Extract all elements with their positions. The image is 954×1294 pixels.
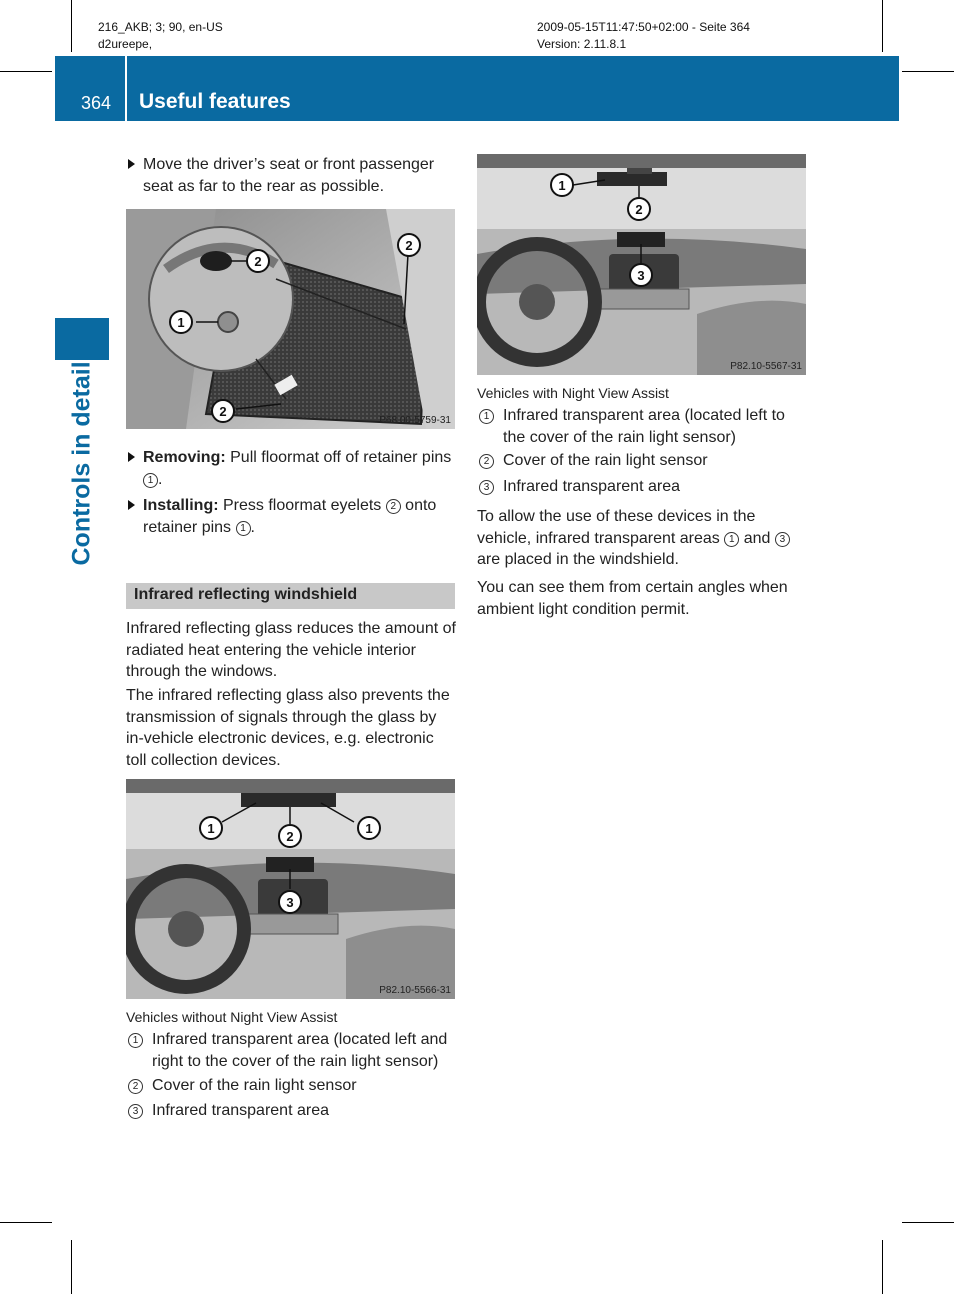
allow-devices-text: To allow the use of these devices in the vehicle, infrared transparent areas (477, 508, 756, 547)
ref-circle: 3 (775, 532, 790, 547)
page-number: 364 (81, 93, 112, 113)
allow-devices-end: are placed in the windshield. (477, 551, 679, 568)
paragraph-ir-signals: The infrared reflecting glass also prevents the transmission of signals through the glass by in-vehicle electronic devices, e.g. electronic toll collection devices. (126, 687, 450, 769)
list-number: 3 (128, 1104, 143, 1119)
figure-code: P82.10-5566-31 (379, 985, 451, 996)
callout-1: 1 (177, 315, 185, 330)
crop-mark (902, 1222, 954, 1223)
header-divider (125, 56, 127, 121)
list-item: Infrared transparent area (152, 1102, 329, 1119)
list-item: Infrared transparent area (located left and right to the cover of the rain light sensor) (152, 1031, 448, 1070)
figure-code: P68.00-5759-31 (379, 415, 451, 426)
print-meta-left-line1: 216_AKB; 3; 90, en-US (98, 20, 223, 34)
print-meta-left (98, 19, 223, 53)
ref-circle: 2 (386, 499, 401, 514)
callout-3: 3 (637, 268, 645, 283)
floormat-photo (126, 209, 455, 429)
crop-mark (902, 71, 954, 72)
crop-mark (71, 0, 72, 52)
crop-mark (882, 0, 883, 52)
callout-1: 1 (558, 178, 566, 193)
step-removing (143, 447, 455, 490)
figure-caption: Vehicles without Night View Assist (126, 1009, 338, 1025)
ref-circle: 1 (143, 473, 158, 488)
crop-mark (0, 1222, 52, 1223)
list-number: 1 (128, 1033, 143, 1048)
callout-2: 2 (219, 404, 227, 419)
callout-2: 2 (405, 238, 413, 253)
list-number: 1 (479, 409, 494, 424)
callout-1: 1 (207, 821, 215, 836)
figure-caption: Vehicles with Night View Assist (477, 385, 669, 401)
list-item: Cover of the rain light sensor (152, 1077, 357, 1094)
installing-end: . (250, 518, 255, 536)
print-meta-right-line2: Version: 2.11.8.1 (537, 37, 627, 51)
step-installing (143, 495, 455, 538)
print-meta-left-line2: d2ureepe, (98, 37, 153, 51)
crop-mark (71, 1240, 72, 1294)
callout-2: 2 (635, 202, 643, 217)
installing-label: Installing: (143, 497, 219, 514)
step-arrow-icon (128, 452, 135, 462)
allow-devices-and: and (739, 529, 775, 547)
subsection-heading-text: Infrared reflecting windshield (134, 586, 358, 603)
step-arrow-icon (128, 500, 135, 510)
crop-mark (0, 71, 52, 72)
ref-circle: 1 (724, 532, 739, 547)
list-number: 3 (479, 480, 494, 495)
installing-text: Press floormat eyelets (218, 497, 386, 514)
step-move-seat: Move the driver’s seat or front passenger seat as far to the rear as possible. (143, 156, 435, 195)
list-number: 2 (479, 454, 494, 469)
dashboard-photo-with-night-view (477, 154, 806, 375)
removing-text: Pull floormat off of retainer pins (225, 449, 452, 466)
paragraph-ir-glass: Infrared reflecting glass reduces the amount of radiated heat entering the vehicle interior through the windows. (126, 620, 456, 680)
side-tab-label-text: Controls in detail (67, 361, 96, 566)
side-tab-marker (55, 318, 109, 360)
print-meta-right-line1: 2009-05-15T11:47:50+02:00 - Seite 364 (537, 20, 750, 34)
list-number: 2 (128, 1079, 143, 1094)
list-item: Cover of the rain light sensor (503, 452, 708, 469)
crop-mark (882, 1240, 883, 1294)
subsection-heading (126, 583, 455, 609)
callout-3: 3 (286, 895, 294, 910)
print-meta-right (537, 19, 750, 53)
figure-code: P82.10-5567-31 (730, 361, 802, 372)
removing-end: . (158, 470, 163, 488)
callout-2: 2 (254, 254, 262, 269)
installing-text-b: onto retainer pins (143, 497, 437, 536)
list-item: Infrared transparent area (located left to the cover of the rain light sensor) (503, 407, 785, 446)
callout-1: 1 (365, 821, 373, 836)
paragraph-allow-devices (477, 506, 807, 571)
step-arrow-icon (128, 159, 135, 169)
section-title: Useful features (139, 90, 291, 113)
ref-circle: 1 (236, 521, 251, 536)
dashboard-photo-without-night-view (126, 779, 455, 999)
list-item: Infrared transparent area (503, 478, 680, 495)
paragraph-visibility: You can see them from certain angles when ambient light condition permit. (477, 579, 788, 618)
removing-label: Removing: (143, 449, 226, 466)
callout-2: 2 (286, 829, 294, 844)
